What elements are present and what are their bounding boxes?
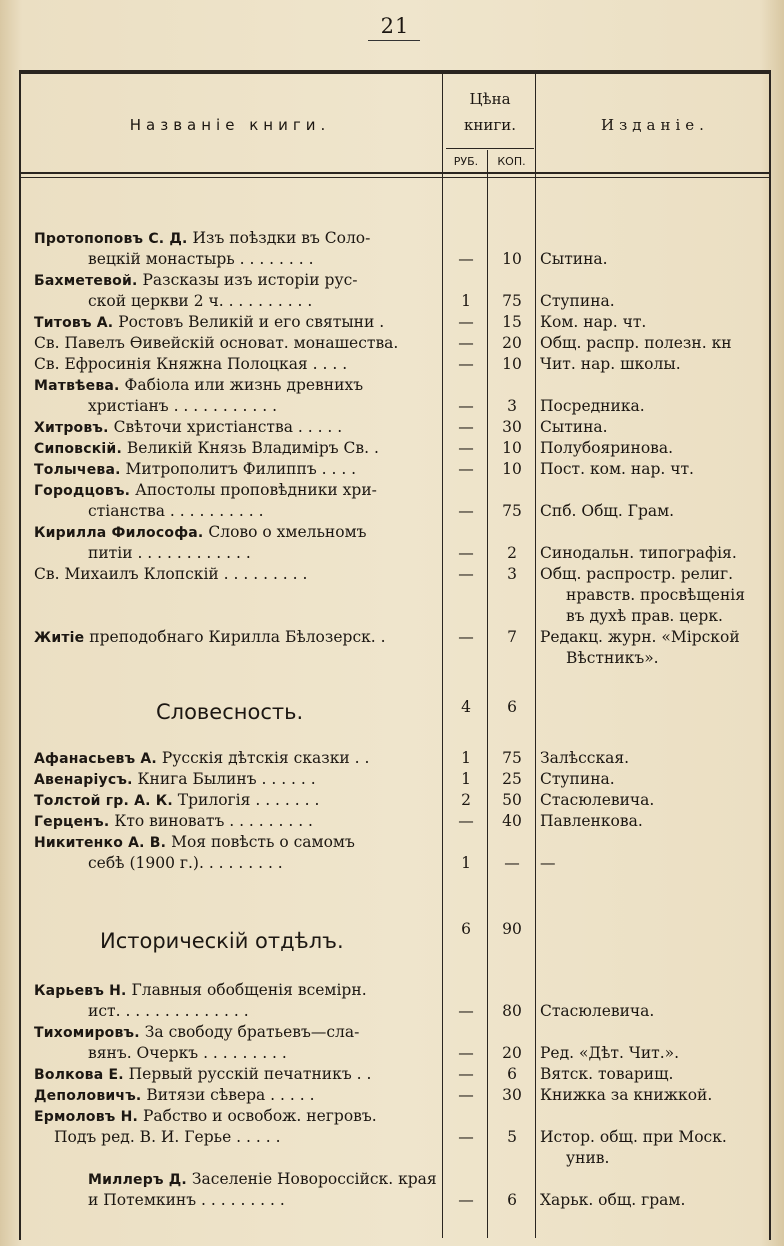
book-title-text: Трилогія . . . . . . . bbox=[172, 791, 320, 809]
publisher-cell: Синодальн. типографія. bbox=[540, 544, 737, 562]
publisher-cell: Истор. общ. при Моск. bbox=[540, 1128, 727, 1146]
author-name: Ермоловъ Н. bbox=[34, 1109, 139, 1125]
book-title-cell bbox=[88, 291, 438, 312]
price-kop-cell: 10 bbox=[502, 355, 522, 373]
price-kop-cell: 5 bbox=[507, 1128, 517, 1146]
book-title-cell bbox=[34, 480, 438, 502]
book-title-text: Фабіола или жизнь древнихъ bbox=[119, 376, 364, 394]
price-kop-cell: 3 bbox=[507, 397, 517, 415]
book-title-cell bbox=[34, 417, 438, 439]
price-rub-cell: — bbox=[458, 1128, 474, 1146]
table-row bbox=[0, 648, 784, 669]
price-rub-cell: — bbox=[458, 397, 474, 415]
author-name: Герценъ. bbox=[34, 814, 110, 830]
book-title-cell bbox=[34, 627, 438, 649]
book-title-cell bbox=[88, 1043, 438, 1064]
header-double-rule bbox=[19, 177, 769, 178]
book-title-text: преподобнаго Кирилла Бѣлозерск. . bbox=[84, 628, 386, 646]
publisher-cell: Залѣсская. bbox=[540, 749, 630, 767]
publisher-cell: Ступина. bbox=[540, 770, 615, 788]
author-name: Хитровъ. bbox=[34, 420, 109, 436]
publisher-cell: Сытина. bbox=[540, 250, 608, 268]
section-total-rub: 6 bbox=[461, 920, 471, 938]
price-rub-cell: — bbox=[458, 1002, 474, 1020]
price-rub-cell: — bbox=[458, 544, 474, 562]
author-name: Бахметевой. bbox=[34, 273, 138, 289]
book-title-cell bbox=[34, 228, 438, 250]
publisher-cell: — bbox=[540, 854, 556, 872]
price-rub-cell: — bbox=[458, 1086, 474, 1104]
book-title-cell bbox=[34, 270, 438, 292]
book-title-text: Ростовъ Великій и его святыни . bbox=[113, 313, 385, 331]
book-title-cell bbox=[88, 1169, 438, 1191]
price-rub-cell: — bbox=[458, 502, 474, 520]
price-kop-cell: 3 bbox=[507, 565, 517, 583]
table-row bbox=[0, 564, 784, 585]
publisher-cell: Общ. распростр. религ. bbox=[540, 565, 734, 583]
price-rub-cell: — bbox=[458, 1065, 474, 1083]
table-row bbox=[0, 748, 784, 769]
author-name: Волкова Е. bbox=[34, 1067, 124, 1083]
publisher-cell: Книжка за книжкой. bbox=[540, 1086, 713, 1104]
publisher-cell: Спб. Общ. Грам. bbox=[540, 502, 675, 520]
author-name: Протопоповъ С. Д. bbox=[34, 231, 188, 247]
publisher-cell: Стасюлевича. bbox=[540, 791, 655, 809]
table-row bbox=[0, 501, 784, 522]
publisher-cell: Общ. распр. полезн. кн bbox=[540, 334, 732, 352]
table-row bbox=[0, 832, 784, 853]
book-title-cell bbox=[34, 1064, 438, 1086]
table-row bbox=[0, 606, 784, 627]
book-title-cell bbox=[88, 853, 438, 874]
price-kop-cell: 20 bbox=[502, 334, 522, 352]
author-name: Житіе bbox=[34, 630, 85, 646]
table-row bbox=[0, 228, 784, 249]
book-title-cell bbox=[34, 811, 438, 833]
table-row bbox=[0, 1043, 784, 1064]
section-title: Словесность. bbox=[156, 700, 304, 724]
price-rub-cell: — bbox=[458, 460, 474, 478]
price-kop-cell: 10 bbox=[502, 460, 522, 478]
book-title-text: вянъ. Очеркъ . . . . . . . . . bbox=[88, 1044, 287, 1062]
book-title-text: Апостолы проповѣдники хри- bbox=[130, 481, 377, 499]
author-name: Деполовичъ. bbox=[34, 1088, 142, 1104]
price-kop-cell: 30 bbox=[502, 1086, 522, 1104]
price-kop-cell: 80 bbox=[502, 1002, 522, 1020]
price-kop-cell: — bbox=[504, 854, 520, 872]
publisher-cell: Чит. нар. школы. bbox=[540, 355, 681, 373]
author-name: Кирилла Философа. bbox=[34, 525, 204, 541]
book-title-text: вецкій монастырь . . . . . . . . bbox=[88, 250, 314, 268]
book-title-text: Митрополитъ Филиппъ . . . . bbox=[120, 460, 357, 478]
price-kop-cell: 40 bbox=[502, 812, 522, 830]
price-subheader-rule bbox=[446, 148, 534, 149]
price-kop-cell: 20 bbox=[502, 1044, 522, 1062]
price-kop-cell: 30 bbox=[502, 418, 522, 436]
price-rub-cell: — bbox=[458, 439, 474, 457]
book-title-cell bbox=[34, 354, 438, 375]
header-price bbox=[446, 86, 534, 138]
author-name: Толстой гр. А. К. bbox=[34, 793, 173, 809]
book-title-text: Заселеніе Новороссійск. края bbox=[186, 1170, 437, 1188]
table-row bbox=[0, 1148, 784, 1169]
book-title-text: Кто виноватъ . . . . . . . . . bbox=[109, 812, 313, 830]
book-title-text: ист. . . . . . . . . . . . . . bbox=[88, 1002, 249, 1020]
header-rub: РУБ. bbox=[453, 155, 479, 168]
book-title-cell bbox=[34, 522, 438, 544]
table-row bbox=[0, 1169, 784, 1190]
section-total-rub: 4 bbox=[461, 698, 471, 716]
page-number: 21 bbox=[380, 14, 410, 38]
table-row bbox=[0, 980, 784, 1001]
price-rub-cell: — bbox=[458, 355, 474, 373]
table-row bbox=[0, 333, 784, 354]
book-title-text: Моя повѣсть о самомъ bbox=[166, 833, 355, 851]
book-title-text: Подъ ред. В. И. Герье . . . . . bbox=[54, 1128, 281, 1146]
book-title-text: Свѣточи христіанства . . . . . bbox=[108, 418, 343, 436]
price-kop-cell: 10 bbox=[502, 250, 522, 268]
header-title: Названіе книги. bbox=[129, 116, 331, 134]
book-title-cell bbox=[34, 438, 438, 460]
price-rub-cell: — bbox=[458, 628, 474, 646]
author-name: Никитенко А. В. bbox=[34, 835, 167, 851]
publisher-cell: Павленкова. bbox=[540, 812, 643, 830]
publisher-cell: Харьк. общ. грам. bbox=[540, 1191, 686, 1209]
table-row bbox=[0, 1085, 784, 1106]
publisher-cell: нравств. просвѣщенія bbox=[566, 586, 746, 604]
price-kop-cell: 50 bbox=[502, 791, 522, 809]
table-row bbox=[0, 1106, 784, 1127]
table-row bbox=[0, 375, 784, 396]
book-title-text: христіанъ . . . . . . . . . . . bbox=[88, 397, 278, 415]
table-row bbox=[0, 790, 784, 811]
book-title-cell bbox=[88, 396, 438, 417]
book-title-cell bbox=[88, 543, 438, 564]
book-title-cell bbox=[34, 1106, 438, 1128]
author-name: Тихомировъ. bbox=[34, 1025, 140, 1041]
book-title-cell bbox=[88, 1001, 438, 1022]
publisher-cell: въ духѣ прав. церк. bbox=[566, 607, 723, 625]
table-row bbox=[0, 249, 784, 270]
publisher-cell: Стасюлевича. bbox=[540, 1002, 655, 1020]
header-price-line1: Цѣна bbox=[469, 90, 511, 108]
book-title-text: Главныя обобщенія всемірн. bbox=[126, 981, 367, 999]
table-row bbox=[0, 354, 784, 375]
book-title-cell bbox=[34, 375, 438, 397]
price-kop-cell: 25 bbox=[502, 770, 522, 788]
table-row bbox=[0, 291, 784, 312]
table-row bbox=[0, 396, 784, 417]
table-row bbox=[0, 438, 784, 459]
header-kop: КОП. bbox=[497, 155, 526, 168]
publisher-cell: Ред. «Дѣт. Чит.». bbox=[540, 1044, 680, 1062]
author-name: Миллеръ Д. bbox=[88, 1172, 187, 1188]
price-rub-cell: 1 bbox=[461, 854, 471, 872]
page-number-underline bbox=[368, 40, 420, 41]
table-row bbox=[0, 522, 784, 543]
book-title-text: Русскія дѣтскія сказки . . bbox=[156, 749, 370, 767]
publisher-cell: Посредника. bbox=[540, 397, 645, 415]
price-kop-cell: 6 bbox=[507, 1065, 517, 1083]
price-rub-cell: 1 bbox=[461, 770, 471, 788]
book-title-cell bbox=[34, 459, 438, 481]
author-name: Карьевъ Н. bbox=[34, 983, 127, 999]
price-kop-cell: 10 bbox=[502, 439, 522, 457]
table-top-rule bbox=[19, 72, 769, 74]
price-kop-cell: 15 bbox=[502, 313, 522, 331]
table-row bbox=[0, 543, 784, 564]
book-title-text: и Потемкинъ . . . . . . . . . bbox=[88, 1191, 285, 1209]
price-kop-cell: 75 bbox=[502, 502, 522, 520]
author-name: Сиповскій. bbox=[34, 441, 122, 457]
header-price-line2: книги. bbox=[464, 116, 516, 134]
publisher-cell: Сытина. bbox=[540, 418, 608, 436]
table-row bbox=[0, 1001, 784, 1022]
price-rub-cell: 1 bbox=[461, 292, 471, 310]
book-title-text: За свободу братьевъ—сла- bbox=[139, 1023, 360, 1041]
section-title: Историческій отдѣлъ. bbox=[100, 929, 344, 953]
book-title-cell bbox=[34, 564, 438, 585]
price-rub-cell: — bbox=[458, 1191, 474, 1209]
publisher-cell: Вятск. товарищ. bbox=[540, 1065, 674, 1083]
book-title-cell bbox=[34, 333, 438, 354]
book-title-text: Великій Князь Владиміръ Св. . bbox=[121, 439, 379, 457]
book-title-cell bbox=[34, 1022, 438, 1044]
table-row bbox=[0, 769, 784, 790]
table-row bbox=[0, 1022, 784, 1043]
table-row bbox=[0, 1064, 784, 1085]
book-title-cell bbox=[34, 748, 438, 770]
header-edition: Изданіе. bbox=[601, 116, 709, 134]
table-row bbox=[0, 312, 784, 333]
price-kop-cell: 75 bbox=[502, 292, 522, 310]
book-title-text: Рабство и освобож. негровъ. bbox=[138, 1107, 377, 1125]
table-row bbox=[0, 853, 784, 874]
price-rub-cell: — bbox=[458, 812, 474, 830]
book-title-text: Разсказы изъ исторіи рус- bbox=[137, 271, 358, 289]
price-rub-cell: 1 bbox=[461, 749, 471, 767]
author-name: Титовъ А. bbox=[34, 315, 114, 331]
publisher-cell: Ступина. bbox=[540, 292, 615, 310]
table-row bbox=[0, 459, 784, 480]
book-title-text: Слово о хмельномъ bbox=[203, 523, 367, 541]
publisher-cell: унив. bbox=[566, 1149, 610, 1167]
book-title-cell bbox=[88, 249, 438, 270]
author-name: Городцовъ. bbox=[34, 483, 131, 499]
header-bottom-rule bbox=[19, 172, 769, 174]
price-rub-cell: — bbox=[458, 334, 474, 352]
price-kop-cell: 6 bbox=[507, 1191, 517, 1209]
price-rub-cell: — bbox=[458, 250, 474, 268]
table-row bbox=[0, 811, 784, 832]
author-name: Авенаріусъ. bbox=[34, 772, 133, 788]
author-name: Толычева. bbox=[34, 462, 121, 478]
price-rub-cell: — bbox=[458, 1044, 474, 1062]
book-title-text: Книга Былинъ . . . . . . bbox=[132, 770, 316, 788]
price-rub-cell: 2 bbox=[461, 791, 471, 809]
author-name: Матвѣева. bbox=[34, 378, 120, 394]
book-title-text: Изъ поѣздки въ Соло- bbox=[187, 229, 371, 247]
book-title-cell bbox=[34, 790, 438, 812]
publisher-cell: Ком. нар. чт. bbox=[540, 313, 647, 331]
book-title-text: ской церкви 2 ч. . . . . . . . . . bbox=[88, 292, 313, 310]
table-row bbox=[0, 480, 784, 501]
book-title-text: питіи . . . . . . . . . . . . bbox=[88, 544, 251, 562]
book-title-text: стіанства . . . . . . . . . . bbox=[88, 502, 264, 520]
section-total-kop: 90 bbox=[502, 920, 522, 938]
author-name: Афанасьевъ А. bbox=[34, 751, 157, 767]
table-row bbox=[0, 585, 784, 606]
price-rub-cell: — bbox=[458, 313, 474, 331]
table-row bbox=[0, 627, 784, 648]
price-kop-cell: 2 bbox=[507, 544, 517, 562]
price-kop-cell: 75 bbox=[502, 749, 522, 767]
book-title-text: Св. Павелъ Ѳивейскій основат. монашества. bbox=[34, 334, 399, 352]
price-rub-cell: — bbox=[458, 565, 474, 583]
book-title-cell bbox=[54, 1127, 438, 1148]
book-title-cell bbox=[34, 769, 438, 791]
book-title-text: Витязи сѣвера . . . . . bbox=[141, 1086, 315, 1104]
book-title-text: Св. Михаилъ Клопскій . . . . . . . . . bbox=[34, 565, 308, 583]
publisher-cell: Полубояринова. bbox=[540, 439, 674, 457]
publisher-cell: Редакц. журн. «Мірской bbox=[540, 628, 740, 646]
price-kop-cell: 7 bbox=[507, 628, 517, 646]
table-row bbox=[0, 1190, 784, 1211]
book-title-cell bbox=[34, 832, 438, 854]
book-title-cell bbox=[88, 1190, 438, 1211]
book-title-cell bbox=[34, 1085, 438, 1107]
table-row bbox=[0, 1127, 784, 1148]
book-title-text: Первый русскій печатникъ . . bbox=[123, 1065, 372, 1083]
section-total-kop: 6 bbox=[507, 698, 517, 716]
book-title-cell bbox=[34, 980, 438, 1002]
book-title-cell bbox=[88, 501, 438, 522]
publisher-cell: Вѣстникъ». bbox=[566, 649, 659, 667]
publisher-cell: Пост. ком. нар. чт. bbox=[540, 460, 694, 478]
table-row bbox=[0, 417, 784, 438]
book-title-text: себѣ (1900 г.). . . . . . . . . bbox=[88, 854, 283, 872]
table-row bbox=[0, 270, 784, 291]
price-rub-cell: — bbox=[458, 418, 474, 436]
book-title-text: Св. Ефросинія Княжна Полоцкая . . . . bbox=[34, 355, 348, 373]
book-title-cell bbox=[34, 312, 438, 334]
